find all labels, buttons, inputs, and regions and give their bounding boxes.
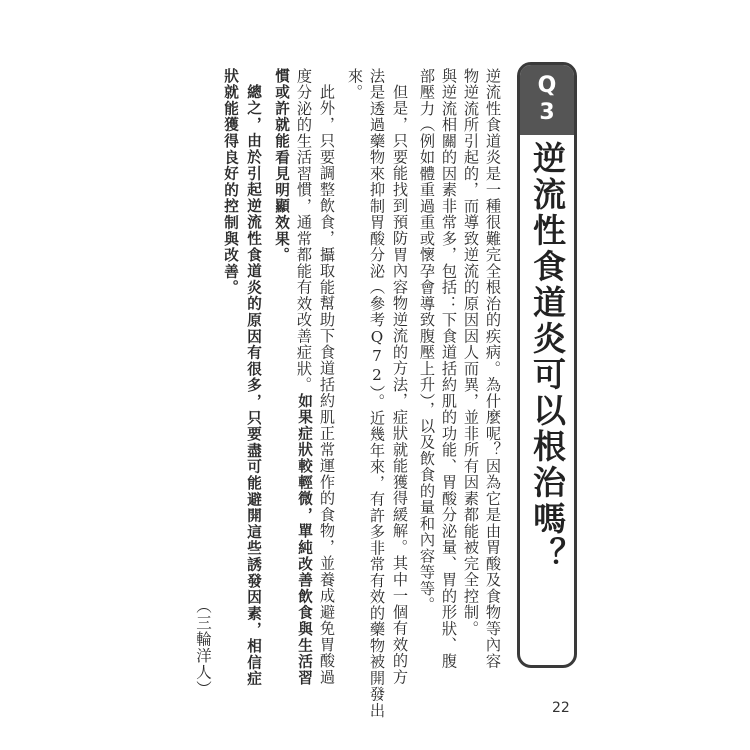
body-column-6: 法是透過藥物來抑制胃酸分泌（參考Q72）。近幾年來，有許多非常有效的藥物被開發出 [368,68,386,719]
body-column-9-bold: 如果症狀較輕微，單純改善飲食與生活習 [296,393,313,687]
body-column-7: 來。 [346,68,364,101]
body-column-4: 部壓力（例如體重過重或懷孕會導致腹壓上升），以及飲食的量和內容等等。 [418,68,436,613]
body-column-8: 此外，只要調整飲食，攝取能幫助下食道括約肌正常運作的食物，並養成避免胃酸過 [318,84,336,686]
body-column-5: 但是，只要能找到預防胃內容物逆流的方法，症狀就能獲得緩解。其中一個有效的方 [391,84,409,686]
author-credit: （三輪洋人） [194,598,212,697]
body-column-3: 與逆流相關的因素非常多，包括：下食道括約肌的功能、胃酸分泌量、胃的形狀、腹 [440,68,458,670]
body-column-11: 總之，由於引起逆流性食道炎的原因有很多，只要盡可能避開這些誘發因素，相信症 [245,84,262,688]
body-column-9 [293,68,315,686]
body-column-12: 狀就能獲得良好的控制與改善。 [222,68,239,297]
body-column-1: 逆流性食道炎是一種很難完全根治的疾病。為什麼呢？因為它是由胃酸及食物等內容 [484,68,502,670]
body-column-10: 慣或許就能看見明顯效果。 [273,68,290,264]
question-number-badge: Q3 [520,65,574,135]
question-title: 逆流性食道炎可以根治嗎？ [528,141,567,573]
body-column-9-regular: 度分泌的生活習慣，通常都能有效改善症狀。 [295,68,313,393]
question-title-box [517,62,577,668]
page-number: 22 [552,700,570,716]
body-column-2: 物逆流所引起的，而導致逆流的原因因人而異，並非所有因素都能被完全控制。 [462,68,480,637]
